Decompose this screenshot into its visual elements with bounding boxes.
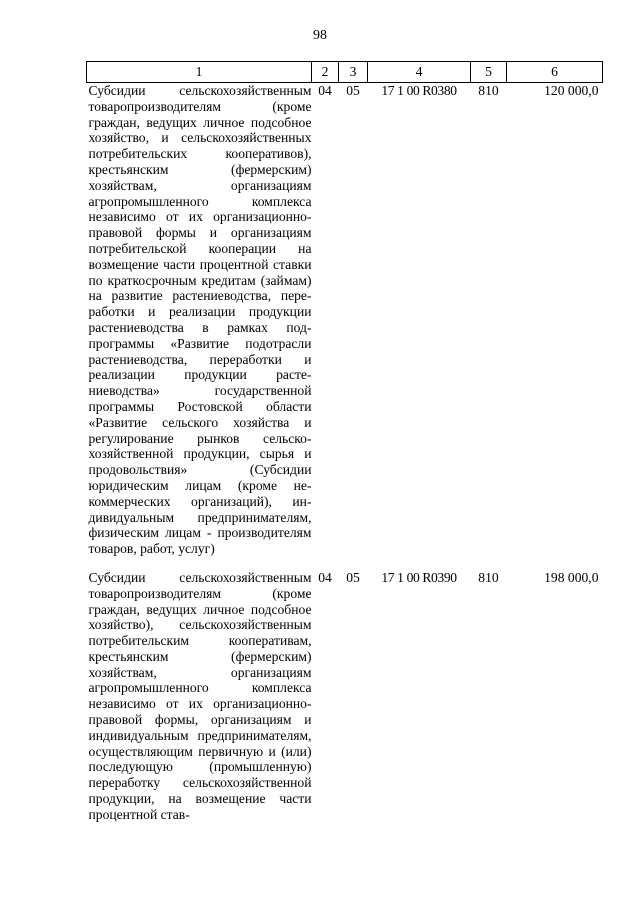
row-amount: 198 000,0 xyxy=(544,569,599,585)
budget-table xyxy=(86,61,603,823)
page-number: 98 xyxy=(313,28,327,43)
header-col-4: 4 xyxy=(368,62,471,83)
row-subsection: 05 xyxy=(346,569,360,585)
header-col-2: 2 xyxy=(312,62,339,83)
row-name: Субсидии сельскохозяйственным товаропроизводителям (кроме граждан, ведущих личное подсобное хозяйство), сельскохозяйственным потребительским кооперативам, крестьянским (фермерским) хозяйствам, организациям агропромышленного комплекса независимо от их организационно-правовой формы, организациям и индивидуальным предпринимателям, осуществляющим первичную и (или) последующую (промышленную) переработку сельскохозяйственной продукции, на возмещение части процентной став- xyxy=(88,569,312,822)
row-expense-type: 810 xyxy=(478,83,499,98)
header-col-6: 6 xyxy=(507,62,603,83)
table-row xyxy=(87,83,603,557)
row-amount: 120 000,0 xyxy=(544,83,599,98)
row-section: 04 xyxy=(318,569,332,585)
row-target-code: 17 1 00 R0380 xyxy=(381,83,457,98)
header-col-5: 5 xyxy=(471,62,507,83)
row-subsection: 05 xyxy=(346,83,360,98)
table-header-row xyxy=(87,62,603,83)
header-col-3: 3 xyxy=(339,62,368,83)
table-row xyxy=(87,570,603,823)
row-expense-type: 810 xyxy=(478,569,499,585)
header-col-1: 1 xyxy=(87,62,312,83)
row-spacer xyxy=(87,557,603,570)
row-name: Субсидии сельскохозяйственным товаропроизводителям (кроме граждан, ведущих личное подсобное хозяйство, и сельскохозяйственных потребительских кооперативов), крестьянским (фермерским) хозяйствам, организациям агропромышленного комплекса независимо от их организационно-правовой формы и организациям потребительской кооперации на возмещение части процентной ставки по краткосрочным кредитам (займам) на развитие растениеводства, переработки и реализации продукции растениеводства в рамках подпрограммы «Развитие подотрасли растениеводства, переработки и реализации продукции растениеводства» государственной программы Ростовской области «Развитие сельского хозяйства и регулирование рынков сельскохозяйственной продукции, сырья и продовольствия» (Субсидии юридическим лицам (кроме некоммерческих организаций), индивидуальным предпринимателям, физическим лицам - производителям товаров, работ, услуг) xyxy=(88,83,312,557)
row-target-code: 17 1 00 R0390 xyxy=(381,569,457,585)
row-section: 04 xyxy=(318,83,332,98)
